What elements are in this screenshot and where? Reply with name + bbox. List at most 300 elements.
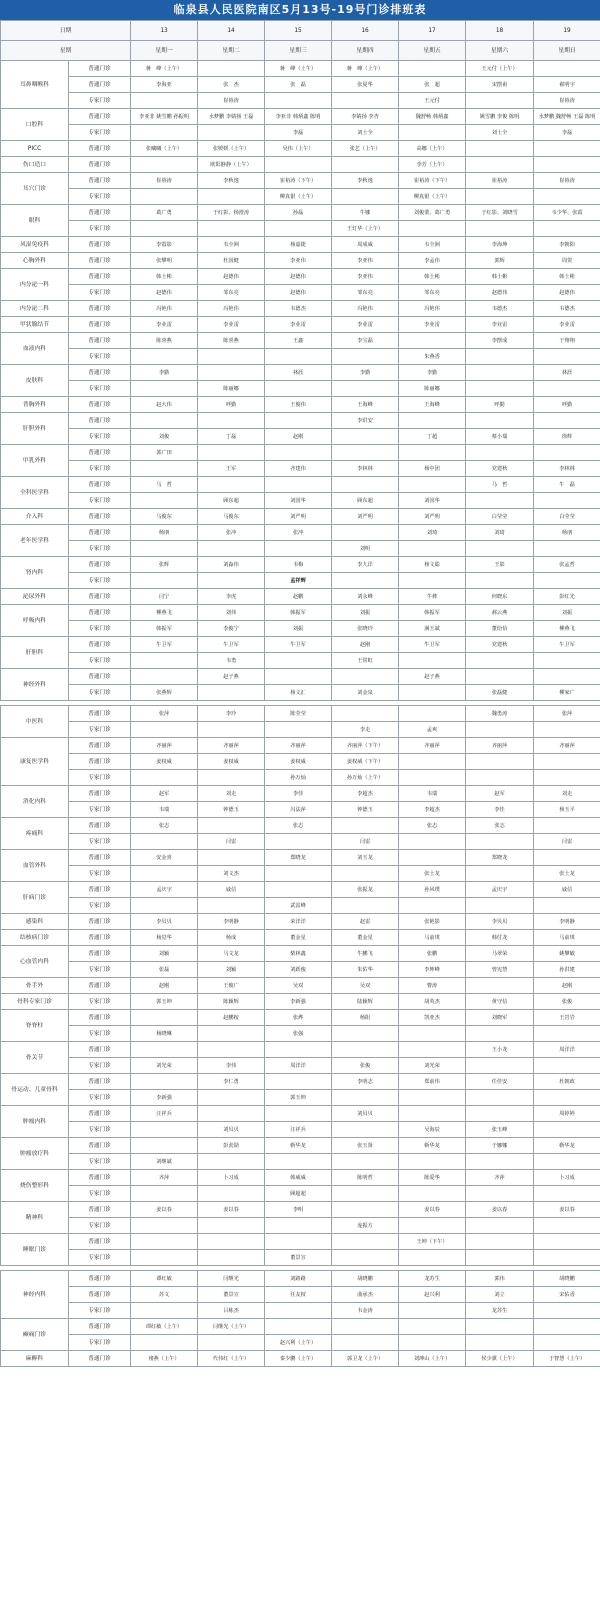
doctor-cell: 赵德伟 bbox=[265, 285, 332, 301]
doctor-cell: 王常虹 bbox=[332, 653, 399, 669]
department-cell: 全科医学科 bbox=[1, 477, 69, 509]
clinic-type-cell: 普通门诊 bbox=[69, 525, 131, 541]
doctor-cell: 郝云燕 bbox=[466, 605, 534, 621]
doctor-cell: 韩士彬 bbox=[466, 269, 534, 285]
doctor-cell: 水梦鹏 魏舒畅 王磊 陈明 bbox=[534, 109, 600, 125]
schedule-row bbox=[1, 946, 600, 962]
doctor-cell: 崔裕涛 bbox=[131, 173, 198, 189]
doctor-cell: 王影 bbox=[466, 557, 534, 573]
doctor-cell: 李仁勇 bbox=[198, 1074, 265, 1090]
clinic-type-cell: 普通门诊 bbox=[69, 557, 131, 573]
doctor-cell: 宋佑香 bbox=[534, 1287, 600, 1303]
doctor-cell: 张鹏 bbox=[399, 946, 466, 962]
doctor-cell: 李超杰 bbox=[332, 786, 399, 802]
doctor-cell: 闫雷 bbox=[332, 834, 399, 850]
doctor-cell bbox=[534, 1186, 600, 1202]
department-cell: 心胸外科 bbox=[1, 253, 69, 269]
doctor-cell bbox=[534, 722, 600, 738]
schedule-row bbox=[1, 493, 600, 509]
doctor-cell bbox=[131, 1138, 198, 1154]
doctor-cell bbox=[332, 818, 399, 834]
doctor-cell: 戚信 bbox=[198, 882, 265, 898]
doctor-cell bbox=[466, 1154, 534, 1170]
doctor-cell: 韩振军 bbox=[265, 605, 332, 621]
doctor-cell: 柳燕飞 bbox=[534, 621, 600, 637]
doctor-cell bbox=[534, 189, 600, 205]
doctor-cell: 赵刚 bbox=[265, 429, 332, 445]
doctor-cell bbox=[131, 573, 198, 589]
doctor-cell bbox=[265, 349, 332, 365]
doctor-cell bbox=[265, 381, 332, 397]
doctor-cell bbox=[198, 898, 265, 914]
schedule-row bbox=[1, 237, 600, 253]
doctor-cell bbox=[534, 157, 600, 173]
doctor-cell: 李洪安 bbox=[332, 413, 399, 429]
clinic-type-cell: 专家门诊 bbox=[69, 573, 131, 589]
clinic-type-cell: 普通门诊 bbox=[69, 269, 131, 285]
doctor-cell: 冯艳伟 bbox=[198, 301, 265, 317]
doctor-cell: 张俊 bbox=[534, 994, 600, 1010]
doctor-cell bbox=[534, 1234, 600, 1250]
doctor-cell: 董金星 bbox=[332, 930, 399, 946]
doctor-cell: 卜习成 bbox=[534, 1170, 600, 1186]
doctor-cell bbox=[399, 1335, 466, 1351]
department-cell: 耳穴门诊 bbox=[1, 173, 69, 205]
doctor-cell bbox=[332, 189, 399, 205]
doctor-cell: 刘淼伟 bbox=[198, 557, 265, 573]
doctor-cell: 柴林鑫 bbox=[265, 946, 332, 962]
schedule-row bbox=[1, 173, 600, 189]
doctor-cell: 姜权威（下午） bbox=[332, 754, 399, 770]
doctor-cell: 李朝阳 bbox=[534, 237, 600, 253]
doctor-cell: 孙洪建 bbox=[534, 962, 600, 978]
schedule-row bbox=[1, 141, 600, 157]
doctor-cell: 王小龙 bbox=[466, 1042, 534, 1058]
doctor-cell bbox=[534, 1218, 600, 1234]
doctor-cell bbox=[466, 866, 534, 882]
doctor-cell bbox=[534, 653, 600, 669]
doctor-cell: 张振龙 bbox=[332, 882, 399, 898]
weekday-cell: 星期一 bbox=[131, 41, 198, 61]
schedule-row bbox=[1, 722, 600, 738]
doctor-cell: 韦德杰 bbox=[466, 301, 534, 317]
doctor-cell bbox=[466, 413, 534, 429]
doctor-cell: 杨文汇 bbox=[265, 685, 332, 701]
doctor-cell: 周贺 bbox=[534, 253, 600, 269]
doctor-cell: 崔裕涛 bbox=[534, 93, 600, 109]
doctor-cell bbox=[131, 866, 198, 882]
doctor-cell: 陈颖辉 bbox=[198, 994, 265, 1010]
clinic-type-cell: 专家门诊 bbox=[69, 1154, 131, 1170]
schedule-row bbox=[1, 1351, 600, 1367]
doctor-cell: 彭劲勋 bbox=[198, 1138, 265, 1154]
doctor-cell: 张萍 bbox=[131, 706, 198, 722]
doctor-cell: 刘伟 bbox=[198, 605, 265, 621]
doctor-cell: 李佳 bbox=[265, 786, 332, 802]
doctor-cell: 齐丽萍 bbox=[466, 738, 534, 754]
doctor-cell: 马前琪 bbox=[534, 930, 600, 946]
doctor-cell: 郭伟 bbox=[466, 1271, 534, 1287]
doctor-cell: 韦瑞 bbox=[131, 802, 198, 818]
doctor-cell: 韩士彬 bbox=[131, 269, 198, 285]
doctor-cell: 柳家广 bbox=[534, 685, 600, 701]
clinic-type-cell: 普通门诊 bbox=[69, 333, 131, 349]
clinic-type-cell: 普通门诊 bbox=[69, 365, 131, 381]
doctor-cell bbox=[399, 1218, 466, 1234]
doctor-cell bbox=[466, 1319, 534, 1335]
doctor-cell: 柳燕飞 bbox=[131, 605, 198, 621]
doctor-cell: 韩振军 bbox=[131, 621, 198, 637]
doctor-cell: 彭红光 bbox=[534, 589, 600, 605]
doctor-cell: 刘振 bbox=[265, 621, 332, 637]
doctor-cell bbox=[332, 1335, 399, 1351]
date-label: 日期 bbox=[1, 21, 131, 41]
clinic-type-cell: 专家门诊 bbox=[69, 461, 131, 477]
doctor-cell: 于娜娜 bbox=[466, 1138, 534, 1154]
doctor-cell: 李新强 bbox=[131, 1090, 198, 1106]
doctor-cell: 马文龙 bbox=[198, 946, 265, 962]
doctor-cell: 张志 bbox=[131, 818, 198, 834]
doctor-cell: 张玉贤 bbox=[332, 1138, 399, 1154]
schedule-row bbox=[1, 1058, 600, 1074]
schedule-row bbox=[1, 77, 600, 93]
doctor-cell: 赵大伟 bbox=[131, 397, 198, 413]
doctor-cell bbox=[466, 1026, 534, 1042]
doctor-cell: 牛卫军 bbox=[399, 637, 466, 653]
doctor-cell bbox=[198, 221, 265, 237]
department-cell: 睡眠门诊 bbox=[1, 1234, 69, 1266]
doctor-cell bbox=[466, 141, 534, 157]
doctor-cell: 李磊 bbox=[265, 125, 332, 141]
doctor-cell: 任友权 bbox=[265, 1287, 332, 1303]
doctor-cell bbox=[198, 1154, 265, 1170]
doctor-cell: 孟爽 bbox=[399, 722, 466, 738]
schedule-row bbox=[1, 301, 600, 317]
schedule-row bbox=[1, 1090, 600, 1106]
doctor-cell bbox=[131, 381, 198, 397]
doctor-cell bbox=[198, 445, 265, 461]
doctor-cell bbox=[466, 573, 534, 589]
doctor-cell bbox=[131, 1042, 198, 1058]
schedule-row bbox=[1, 738, 600, 754]
doctor-cell bbox=[131, 1122, 198, 1138]
clinic-type-cell: 普通门诊 bbox=[69, 509, 131, 525]
schedule-row bbox=[1, 333, 600, 349]
doctor-cell bbox=[399, 445, 466, 461]
doctor-cell: 李亚非 姚雪鹏 孙振明 bbox=[131, 109, 198, 125]
doctor-cell bbox=[131, 349, 198, 365]
doctor-cell: 刘国华 bbox=[265, 493, 332, 509]
doctor-cell: 牛 磊 bbox=[534, 477, 600, 493]
clinic-type-cell: 普通门诊 bbox=[69, 738, 131, 754]
doctor-cell: 蒋 峰（上午） bbox=[131, 61, 198, 77]
doctor-cell bbox=[534, 1303, 600, 1319]
department-cell: 心血管内科 bbox=[1, 946, 69, 978]
schedule-row bbox=[1, 786, 600, 802]
schedule-row bbox=[1, 621, 600, 637]
doctor-cell: 赵兴利 bbox=[399, 1287, 466, 1303]
doctor-cell bbox=[198, 1234, 265, 1250]
schedule-row bbox=[1, 93, 600, 109]
doctor-cell bbox=[399, 754, 466, 770]
doctor-cell bbox=[466, 541, 534, 557]
doctor-cell bbox=[198, 125, 265, 141]
department-cell: PICC bbox=[1, 141, 69, 157]
clinic-type-cell: 普通门诊 bbox=[69, 589, 131, 605]
doctor-cell: 李走 bbox=[332, 722, 399, 738]
doctor-cell: 邹东亮 bbox=[399, 285, 466, 301]
schedule-row bbox=[1, 1218, 600, 1234]
doctor-cell: 杨朋 bbox=[534, 525, 600, 541]
doctor-cell bbox=[198, 818, 265, 834]
doctor-cell: 孙万灿（上午） bbox=[332, 770, 399, 786]
clinic-type-cell: 普通门诊 bbox=[69, 1138, 131, 1154]
department-cell: 泌尿外科 bbox=[1, 589, 69, 605]
department-cell: 烧伤整形科 bbox=[1, 1170, 69, 1202]
schedule-row bbox=[1, 850, 600, 866]
doctor-cell: 赵德伟 bbox=[534, 285, 600, 301]
doctor-cell bbox=[198, 189, 265, 205]
doctor-cell: 丁超 bbox=[399, 429, 466, 445]
date-row bbox=[1, 21, 600, 41]
doctor-cell bbox=[466, 1186, 534, 1202]
doctor-cell bbox=[265, 722, 332, 738]
doctor-cell: 王坤（下午） bbox=[399, 1234, 466, 1250]
doctor-cell: 吴伟（上午） bbox=[265, 141, 332, 157]
clinic-type-cell: 普通门诊 bbox=[69, 786, 131, 802]
department-cell: 脊脊柱 bbox=[1, 1010, 69, 1042]
doctor-cell: 张辉 bbox=[131, 557, 198, 573]
schedule-row bbox=[1, 1074, 600, 1090]
clinic-type-cell: 专家门诊 bbox=[69, 1026, 131, 1042]
doctor-cell: 刘琦 bbox=[466, 525, 534, 541]
doctor-cell: 陈爱华 bbox=[399, 1170, 466, 1186]
doctor-cell bbox=[466, 898, 534, 914]
doctor-cell: 张冲 bbox=[198, 525, 265, 541]
doctor-cell: 赵军 bbox=[131, 786, 198, 802]
doctor-cell: 马翠荣 bbox=[466, 946, 534, 962]
doctor-cell: 齐丽萍（下午） bbox=[332, 738, 399, 754]
doctor-cell bbox=[534, 141, 600, 157]
schedule-table bbox=[0, 20, 600, 1367]
schedule-row bbox=[1, 1335, 600, 1351]
doctor-cell bbox=[466, 221, 534, 237]
doctor-cell: 韩士彬 bbox=[534, 269, 600, 285]
department-cell: 肝胆科 bbox=[1, 637, 69, 669]
doctor-cell: 韦金涛 bbox=[332, 1303, 399, 1319]
schedule-row bbox=[1, 365, 600, 381]
doctor-cell: 李摆成 bbox=[466, 333, 534, 349]
doctor-cell bbox=[198, 541, 265, 557]
clinic-type-cell: 普通门诊 bbox=[69, 1042, 131, 1058]
department-cell: 骨关节 bbox=[1, 1042, 69, 1074]
doctor-cell: 呼勤 bbox=[534, 397, 600, 413]
doctor-cell bbox=[332, 1026, 399, 1042]
department-cell: 内分泌一科 bbox=[1, 269, 69, 301]
doctor-cell bbox=[131, 1186, 198, 1202]
doctor-cell bbox=[399, 477, 466, 493]
doctor-cell bbox=[265, 1154, 332, 1170]
schedule-row bbox=[1, 509, 600, 525]
doctor-cell: 姚攀敏 bbox=[534, 946, 600, 962]
schedule-row bbox=[1, 1234, 600, 1250]
schedule-row bbox=[1, 637, 600, 653]
doctor-cell: 闫雷 bbox=[534, 834, 600, 850]
doctor-cell bbox=[466, 978, 534, 994]
doctor-cell: 呼勤 bbox=[198, 397, 265, 413]
doctor-cell: 郑前伟 bbox=[399, 1074, 466, 1090]
doctor-cell bbox=[466, 349, 534, 365]
schedule-row bbox=[1, 1122, 600, 1138]
schedule-row bbox=[1, 1170, 600, 1186]
schedule-row bbox=[1, 557, 600, 573]
clinic-type-cell: 普通门诊 bbox=[69, 978, 131, 994]
doctor-cell: 刘光荣 bbox=[131, 1058, 198, 1074]
doctor-cell: 赵德伟 bbox=[198, 269, 265, 285]
doctor-cell bbox=[399, 573, 466, 589]
doctor-cell bbox=[466, 653, 534, 669]
doctor-cell: 凯亚杰 bbox=[399, 1010, 466, 1026]
doctor-cell bbox=[466, 754, 534, 770]
doctor-cell: 柳真银（上午） bbox=[399, 189, 466, 205]
schedule-row bbox=[1, 1271, 600, 1287]
weekday-cell: 星期日 bbox=[534, 41, 600, 61]
doctor-cell: 牛娜 bbox=[332, 205, 399, 221]
schedule-row bbox=[1, 381, 600, 397]
doctor-cell bbox=[534, 413, 600, 429]
doctor-cell: 李霞影 bbox=[131, 237, 198, 253]
doctor-cell bbox=[399, 1186, 466, 1202]
schedule-row bbox=[1, 461, 600, 477]
doctor-cell: 刘颖 bbox=[131, 946, 198, 962]
clinic-type-cell: 专家门诊 bbox=[69, 653, 131, 669]
doctor-cell bbox=[198, 850, 265, 866]
schedule-row bbox=[1, 930, 600, 946]
doctor-cell bbox=[332, 445, 399, 461]
doctor-cell: 姜权威 bbox=[265, 754, 332, 770]
doctor-cell: 李明静 bbox=[198, 914, 265, 930]
doctor-cell bbox=[399, 770, 466, 786]
doctor-cell: 蒋 峰（上午） bbox=[332, 61, 399, 77]
doctor-cell: 刘跃俊 bbox=[265, 962, 332, 978]
doctor-cell: 李业雷 bbox=[466, 317, 534, 333]
doctor-cell: 李业雷 bbox=[332, 317, 399, 333]
doctor-cell bbox=[198, 1186, 265, 1202]
doctor-cell: 张磊健 bbox=[466, 685, 534, 701]
doctor-cell bbox=[534, 669, 600, 685]
schedule-row bbox=[1, 1026, 600, 1042]
doctor-cell: 高娜（上午） bbox=[399, 141, 466, 157]
doctor-cell: 李秋逸 bbox=[198, 173, 265, 189]
doctor-cell bbox=[265, 1234, 332, 1250]
doctor-cell bbox=[198, 685, 265, 701]
doctor-cell: 张艺（上午） bbox=[332, 141, 399, 157]
doctor-cell: 冯艳伟 bbox=[131, 301, 198, 317]
doctor-cell bbox=[332, 1202, 399, 1218]
doctor-cell: 陈喜燕 bbox=[131, 333, 198, 349]
doctor-cell: 党建秋 bbox=[466, 637, 534, 653]
doctor-cell bbox=[534, 493, 600, 509]
doctor-cell: 姜以春 bbox=[131, 1202, 198, 1218]
department-cell: 甲状腺结节 bbox=[1, 317, 69, 333]
doctor-cell: 张晓玲 bbox=[332, 621, 399, 637]
doctor-cell bbox=[399, 1026, 466, 1042]
doctor-cell: 秦少鹏（上午） bbox=[265, 1351, 332, 1367]
schedule-row bbox=[1, 914, 600, 930]
doctor-cell: 李秋逸 bbox=[332, 173, 399, 189]
doctor-cell: 齐丽萍 bbox=[265, 738, 332, 754]
clinic-type-cell: 专家门诊 bbox=[69, 722, 131, 738]
schedule-row bbox=[1, 770, 600, 786]
doctor-cell: 张士龙 bbox=[534, 866, 600, 882]
doctor-cell bbox=[131, 413, 198, 429]
schedule-row bbox=[1, 818, 600, 834]
doctor-cell: 王元付 bbox=[399, 93, 466, 109]
doctor-cell: 陆颖辉 bbox=[332, 994, 399, 1010]
doctor-cell: 苏文 bbox=[131, 1287, 198, 1303]
doctor-cell: 曹涛 bbox=[399, 978, 466, 994]
clinic-type-cell: 普通门诊 bbox=[69, 109, 131, 125]
doctor-cell bbox=[399, 834, 466, 850]
doctor-cell bbox=[265, 93, 332, 109]
doctor-cell: 胡英杰 bbox=[399, 994, 466, 1010]
doctor-cell: 赵德伟 bbox=[131, 285, 198, 301]
doctor-cell: 董给恰 bbox=[466, 621, 534, 637]
clinic-type-cell: 专家门诊 bbox=[69, 1090, 131, 1106]
doctor-cell bbox=[265, 445, 332, 461]
clinic-type-cell: 专家门诊 bbox=[69, 770, 131, 786]
doctor-cell bbox=[265, 669, 332, 685]
department-cell: 中医科 bbox=[1, 706, 69, 738]
department-cell: 骨科专家门诊 bbox=[1, 994, 69, 1010]
doctor-cell: 周洋洋 bbox=[534, 1042, 600, 1058]
doctor-cell: 刘金泉 bbox=[332, 685, 399, 701]
doctor-cell bbox=[198, 349, 265, 365]
doctor-cell bbox=[332, 93, 399, 109]
schedule-row bbox=[1, 1106, 600, 1122]
doctor-cell: 宋摆甫 bbox=[466, 77, 534, 93]
doctor-cell: 顾超超 bbox=[265, 1186, 332, 1202]
doctor-cell: 韩士彬 bbox=[399, 269, 466, 285]
doctor-cell bbox=[399, 413, 466, 429]
department-cell: 癫痫门诊 bbox=[1, 1319, 69, 1351]
schedule-row bbox=[1, 573, 600, 589]
department-cell: 神经内科 bbox=[1, 1271, 69, 1319]
schedule-row bbox=[1, 189, 600, 205]
doctor-cell: 翟明宇 bbox=[534, 77, 600, 93]
schedule-row bbox=[1, 978, 600, 994]
clinic-type-cell: 普通门诊 bbox=[69, 157, 131, 173]
doctor-cell: 郑晓龙 bbox=[466, 850, 534, 866]
schedule-row bbox=[1, 669, 600, 685]
doctor-cell: 孙磊 bbox=[265, 205, 332, 221]
doctor-cell: 周成威 bbox=[332, 237, 399, 253]
doctor-cell: 刘俊蒙、葛广勇 bbox=[399, 205, 466, 221]
doctor-cell: 刘严明 bbox=[399, 509, 466, 525]
doctor-cell: 齐丽萍 bbox=[399, 738, 466, 754]
schedule-row bbox=[1, 1319, 600, 1335]
department-cell: 肾内科 bbox=[1, 557, 69, 589]
doctor-cell bbox=[131, 461, 198, 477]
doctor-cell: 刘琦 bbox=[399, 525, 466, 541]
doctor-cell: 龙苏生 bbox=[466, 1303, 534, 1319]
doctor-cell: 冯艳伟 bbox=[399, 301, 466, 317]
doctor-cell bbox=[534, 221, 600, 237]
doctor-cell: 柳真银（上午） bbox=[265, 189, 332, 205]
doctor-cell bbox=[332, 1154, 399, 1170]
doctor-cell: 张士龙 bbox=[399, 866, 466, 882]
doctor-cell bbox=[466, 493, 534, 509]
